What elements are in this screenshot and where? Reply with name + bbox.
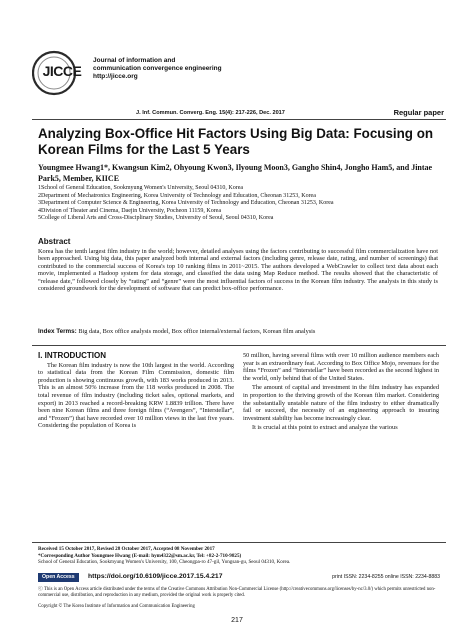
affiliation: 4Division of Theater and Cinema, Daejin University, Pocheon 11159, Korea <box>38 207 222 214</box>
cc-icon: ⓒ <box>38 587 43 592</box>
doi-link[interactable]: https://doi.org/10.6109/jicce.2017.15.4.217 <box>88 573 223 580</box>
citation-bar <box>32 108 446 120</box>
footer-divider <box>32 542 446 543</box>
journal-url[interactable]: http://jicce.org <box>93 73 138 80</box>
abstract-heading: Abstract <box>38 237 71 246</box>
index-terms-text: Big data, Box office analysis model, Box office internal/external factors, Korean film analysis <box>78 328 316 335</box>
journal-name-block <box>93 57 222 81</box>
article-title: Analyzing Box-Office Hit Factors Using Big Data: Focusing on Korean Films for the Last 5 Years <box>38 126 434 157</box>
paper-type: Regular paper <box>393 108 444 117</box>
index-terms <box>38 328 438 335</box>
index-terms-label: Index Terms: <box>38 328 77 335</box>
affiliation: 3Department of Computer Science & Engineering, Korea University of Technology and Education, Cheonan 31253, Korea <box>38 200 334 207</box>
introduction-heading: I. INTRODUCTION <box>38 351 106 360</box>
open-access-row <box>38 573 440 583</box>
divider <box>32 345 446 346</box>
issn-text: print ISSN: 2234-8255 online ISSN: 2234-8883 <box>332 574 440 580</box>
corresponding-author: *Corresponding Author Youngmee Hwang (E-mail: hym4322@sm.ac.kr, Tel: +82-2-710-9825) <box>38 552 242 559</box>
copyright-text: Copyright © The Korea Institute of Information and Communication Engineering <box>38 604 195 609</box>
logo-text: JICCE <box>42 63 82 79</box>
paragraph: The amount of capital and investment in the film industry has expanded in proportion to the thriving growth of the Korean film market. Considering the substantially unstable nature of the film industry to either dramatically fail or succeed, the necessity of an engineering approach to insuring investment stability has become increasingly clear. <box>243 384 439 422</box>
citation-text: J. Inf. Commun. Converg. Eng. 15(4): 217-226, Dec. 2017 <box>136 110 285 116</box>
affiliation: 2Department of Mechatronics Engineering, Korea University of Technology and Education, Cheonan 31253, Korea <box>38 192 316 199</box>
journal-name-line2: communication convergence engineering <box>93 65 222 72</box>
open-access-badge: Open Access <box>38 573 79 582</box>
paragraph: The Korean film industry is now the 10th largest in the world. According to statistical data from the Korean Film Commission, domestic film production is showing continuous growth, with 183 works produced in 2013. This is an almost 50% increase from the 118 works produced in 2008. The total revenue of film industry (including ticket sales, optional markets, and export) in 2013 reached a record-breaking KRW 1.8839 trillion. There have been nine Korean films and three foreign films (“Avengers”, “Interstellar”, and “Frozen”) that have recorded over 10 million views in the last five years. Considering the population of Korea is <box>38 361 234 430</box>
received-dates: Received 15 October 2017, Revised 28 October 2017, Accepted 08 November 2017 <box>38 546 215 552</box>
article-authors: Youngmee Hwang1*, Kwangsun Kim2, Ohyoung Kwon3, Ilyoung Moon3, Gangho Shin4, Jongho Ham5, and Jintae Park5, Member, KIICE <box>38 163 433 183</box>
author-address: School of General Education, Sookmyung Women's University, 100, Cheongpa-ro 47-gil, Yongsan-gu, Seoul 04310, Korea. <box>38 559 291 566</box>
affiliation: 5College of Liberal Arts and Cross-Disciplinary Studies, University of Seoul, Seoul 04310, Korea <box>38 215 274 222</box>
affiliations <box>38 185 438 223</box>
body-column-left <box>38 352 234 432</box>
paragraph: 50 million, having several films with over 10 million audience members each year is an extraordinary feat. According to Box Office Mojo, revenues for the films “Frozen” and “Interstellar” have been recorded as the second highest in the world, only behind that of the United States. <box>243 352 439 382</box>
license-body: This is an Open Access article distributed under the terms of the Creative Commons Attribution Non-Commercial License (http://creativecommons.org/licenses/by-nc/3.0/) which permits unrestricted non-commercial use, distribution, and reproduction in any medium, provided the original work is properly cited. <box>38 587 436 598</box>
paragraph: It is crucial at this point to extract and analyze the various <box>252 424 398 432</box>
journal-name-line1: Journal of information and <box>93 57 176 64</box>
affiliation: 1School of General Education, Sookmyung Women's University, Seoul 04310, Korea <box>38 185 244 191</box>
journal-logo <box>32 48 92 98</box>
abstract-text: Korea has the tenth largest film industry in the world; however, detailed analyses using the factors contributing to successful film commercialization have not been approached. Using big data, this paper analyzed both internal and external factors (including genre, release date, rating, and number of screenings) that contributed to the commercial success of Korea's top 10 ranking films in 2011~2015. The authors developed a WebCrawler to collect text data about each movie, implemented a Hadoop system for data storage, and classified the data using Map Reduce method. The results showed that the characteristic of “release date,” followed closely by “rating” and “genre” were the most influential factors of success in the Korean film industry. The analysis in this study is considered groundwork for the development of software that can predict box-office performance. <box>38 248 438 293</box>
body-column-right <box>243 352 439 434</box>
page-number: 217 <box>231 617 243 624</box>
license-text <box>38 587 440 599</box>
footer-info <box>38 546 438 566</box>
